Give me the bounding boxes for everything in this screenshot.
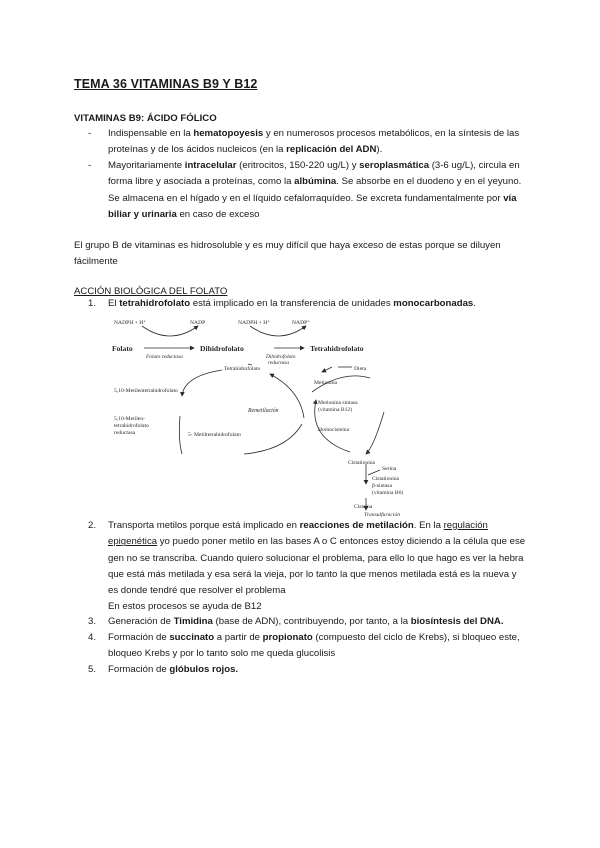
list-number: 3. <box>88 616 97 627</box>
list-number: 4. <box>88 632 97 643</box>
sintasa-label-1: Metionina sintasa <box>318 400 358 406</box>
sintasa-label-2: (vitamina B12) <box>318 407 353 413</box>
bullet-hematopoyesis <box>88 126 528 159</box>
dihidrofolato-label: Dihidrofolato <box>200 344 244 353</box>
remetilacion-label: Remetilación <box>248 408 279 414</box>
homocisteina-label: Homocisteína <box>318 427 350 433</box>
reductasa-label-1: 5,10-Metilen- <box>114 416 145 422</box>
list-number: 2. <box>88 520 97 531</box>
list-item-4 <box>88 630 528 663</box>
cbs-label-2: β-sintasa <box>372 483 392 489</box>
metil-thf-label: 5- Metiltetrahidrofolato <box>188 432 241 438</box>
list-number: 1. <box>88 298 97 309</box>
dieta-label: Dieta <box>354 366 367 372</box>
bullet-dash: - <box>88 128 92 139</box>
folato-reductasa-label: Folato reductasa <box>146 354 183 360</box>
serina-label: Serina <box>382 466 397 472</box>
cbs-label-3: (vitamina B6) <box>372 490 404 496</box>
list-text: Generación de Timidina (base de ADN), contribuyendo, por tanto, a la biosíntesis del DNA. <box>108 616 504 627</box>
dhf-reductasa-label-1: Dihidrofolato <box>266 354 296 360</box>
list-text: Transporta metilos porque está implicado en reacciones de metilación. En la regulación epigenética yo puedo poner metilo en las bases A o C entonces estoy diciendo a la célula que ese gen no se transcriba. Cuando quiero solucionar el problema, para ello lo que hago es ver la hebra que está más metilada y esa será la vieja, por lo tanto la que menos metilada está es la nueva y es donde tendré que resolver el problema En estos procesos se ayuda de B12 <box>108 520 526 613</box>
transulfuracion-label: Transulfuración <box>364 512 401 517</box>
cisteina-label: Cisteína <box>354 504 373 510</box>
b9-heading: VITAMINAS B9: ÁCIDO FÓLICO <box>74 113 217 124</box>
list-item-5 <box>88 662 528 678</box>
list-number: 5. <box>88 664 97 675</box>
reductasa-label-2: tetrahidrofolato <box>114 423 149 429</box>
cbs-label-1: Cistationina <box>372 476 400 482</box>
tetrahidrofolato-label: Tetrahidrofolato <box>310 344 364 353</box>
accion-heading: ACCIÓN BIOLÓGICA DEL FOLATO <box>74 286 228 297</box>
bullet-text: Indispensable en la hematopoyesis y en numerosos procesos metabólicos, en la síntesis de las proteínas y de los ácidos nucleicos (en la replicación del ADN). <box>108 128 520 156</box>
list-text: Formación de glóbulos rojos. <box>108 664 239 675</box>
reductasa-label-3: reductasa <box>114 430 136 436</box>
thf-small-label: Tetrahidrofolato <box>224 366 261 372</box>
dhf-reductasa-label-2: reductasa <box>268 360 290 366</box>
folato-label: Folato <box>112 344 133 353</box>
cistationina-label: Cistationina <box>348 460 376 466</box>
list-text: Formación de succinato a partir de propionato (compuesto del ciclo de Krebs), si bloqueo este, bloqueo Krebs y por lo tanto solo me queda glucolisis <box>108 632 520 660</box>
list-text: El tetrahidrofolato está implicado en la transferencia de unidades monocarbonadas. <box>108 298 476 309</box>
nadph-label-1: NADPH + H⁺ <box>114 320 147 326</box>
folate-diagram <box>112 312 432 517</box>
hidrosoluble-paragraph: El grupo B de vitaminas es hidrosoluble y es muy difícil que haya exceso de estas porque se diluyen fácilmente <box>74 240 501 268</box>
metionina-label: Metionina <box>314 380 337 386</box>
list-item-3 <box>88 614 528 630</box>
list-item-1 <box>88 296 528 312</box>
bullet-text: Mayoritariamente intracelular (eritrocitos, 150-220 ug/L) y seroplasmática (3-6 ug/L), circula en forma libre y asociada a proteínas, como la albúmina. Se absorbe en el duodeno y en el yeyuno. Se almacena en el hígado y en el líquido cefalorraquídeo. Se excreta fundamentalmente por vía biliar y urinaria en caso de exceso <box>108 160 522 220</box>
nadph-label-2: NADPH + H⁺ <box>238 320 271 326</box>
list-item-2 <box>88 518 528 616</box>
bullet-dash: - <box>88 160 92 171</box>
nadp-label-1: NADP <box>190 320 206 326</box>
page-title: TEMA 36 VITAMINAS B9 Y B12 <box>74 77 258 91</box>
metilen-thf-label: 5,10-Metilentetrahidrofolato <box>114 388 178 394</box>
bullet-intracelular <box>88 158 528 223</box>
nadp-label-2: NADP⁺ <box>292 320 311 326</box>
